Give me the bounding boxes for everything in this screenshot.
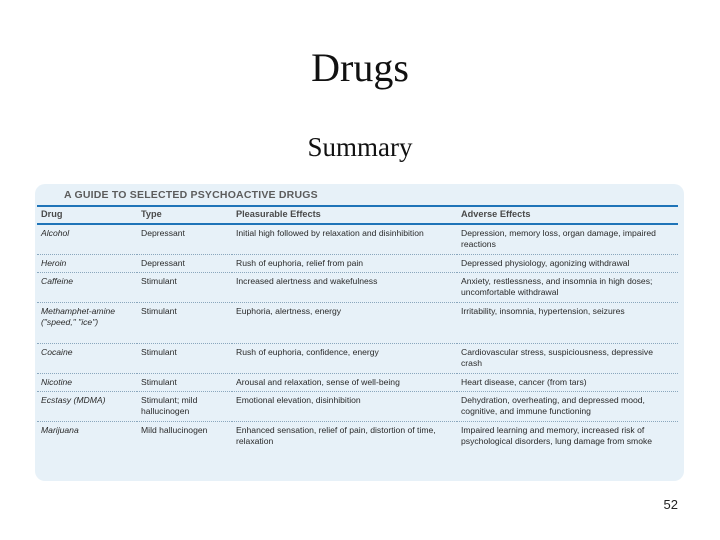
drug-type-cell: Stimulant xyxy=(137,343,232,373)
drug-guide-table xyxy=(37,205,678,462)
adverse-effects-cell: Heart disease, cancer (from tars) xyxy=(457,373,678,391)
drug-type-cell: Stimulant xyxy=(137,272,232,302)
column-header-pleasurable-effects: Pleasurable Effects xyxy=(232,206,457,224)
guide-heading: A GUIDE TO SELECTED PSYCHOACTIVE DRUGS xyxy=(64,189,318,201)
column-header-drug: Drug xyxy=(37,206,137,224)
pleasurable-effects-cell: Increased alertness and wakefulness xyxy=(232,272,457,302)
table-row xyxy=(37,391,678,421)
pleasurable-effects-cell: Arousal and relaxation, sense of well-being xyxy=(232,373,457,391)
adverse-effects-cell: Impaired learning and memory, increased risk of psychological disorders, lung damage from smoke xyxy=(461,424,653,446)
drug-type-cell: Stimulant xyxy=(137,302,232,343)
adverse-effects-cell: Depressed physiology, agonizing withdrawal xyxy=(457,254,678,272)
drug-name-cell: Alcohol xyxy=(37,224,137,254)
drug-type-cell: Stimulant; mild hallucinogen xyxy=(137,391,232,421)
drug-name-cell: Marijuana xyxy=(41,424,79,435)
pleasurable-effects-cell: Enhanced sensation, relief of pain, distortion of time, relaxation xyxy=(236,424,436,446)
pleasurable-effects-cell: Emotional elevation, disinhibition xyxy=(232,391,457,421)
drug-name-cell: Nicotine xyxy=(37,373,137,391)
pleasurable-effects-cell: Rush of euphoria, relief from pain xyxy=(232,254,457,272)
table-header xyxy=(37,206,678,224)
header-row xyxy=(37,206,678,224)
pleasurable-effects-cell: Rush of euphoria, confidence, energy xyxy=(232,343,457,373)
adverse-effects-cell: Dehydration, overheating, and depressed mood, cognitive, and immune functioning xyxy=(457,391,678,421)
table-body xyxy=(37,224,678,462)
pleasurable-effects-cell: Initial high followed by relaxation and disinhibition xyxy=(232,224,457,254)
drug-name-cell: Heroin xyxy=(37,254,137,272)
table-row xyxy=(37,224,678,254)
pleasurable-effects-cell: Euphoria, alertness, energy xyxy=(232,302,457,343)
drug-type-cell: Mild hallucinogen xyxy=(141,424,208,435)
slide-subtitle: Summary xyxy=(307,132,413,162)
drug-type-cell: Depressant xyxy=(137,254,232,272)
adverse-effects-cell: Irritability, insomnia, hypertension, seizures xyxy=(457,302,678,343)
table-row xyxy=(37,272,678,302)
column-header-type: Type xyxy=(137,206,232,224)
drug-name-cell: Methamphet-amine ("speed," "ice") xyxy=(37,302,137,343)
page-number: 52 xyxy=(663,497,678,512)
drug-type-cell: Depressant xyxy=(137,224,232,254)
adverse-effects-cell: Depression, memory loss, organ damage, impaired reactions xyxy=(457,224,678,254)
table-row xyxy=(37,373,678,391)
adverse-effects-cell: Cardiovascular stress, suspiciousness, depressive crash xyxy=(457,343,678,373)
drug-name-cell: Ecstasy (MDMA) xyxy=(37,391,137,421)
table-row xyxy=(37,302,678,343)
slide-title: Drugs xyxy=(311,45,409,90)
drug-type-cell: Stimulant xyxy=(137,373,232,391)
table-row xyxy=(37,343,678,373)
table-row xyxy=(37,421,678,462)
drug-name-cell: Caffeine xyxy=(37,272,137,302)
column-header-adverse-effects: Adverse Effects xyxy=(457,206,678,224)
table-row xyxy=(37,254,678,272)
drug-name-cell: Cocaine xyxy=(37,343,137,373)
adverse-effects-cell: Anxiety, restlessness, and insomnia in high doses; uncomfortable withdrawal xyxy=(457,272,678,302)
